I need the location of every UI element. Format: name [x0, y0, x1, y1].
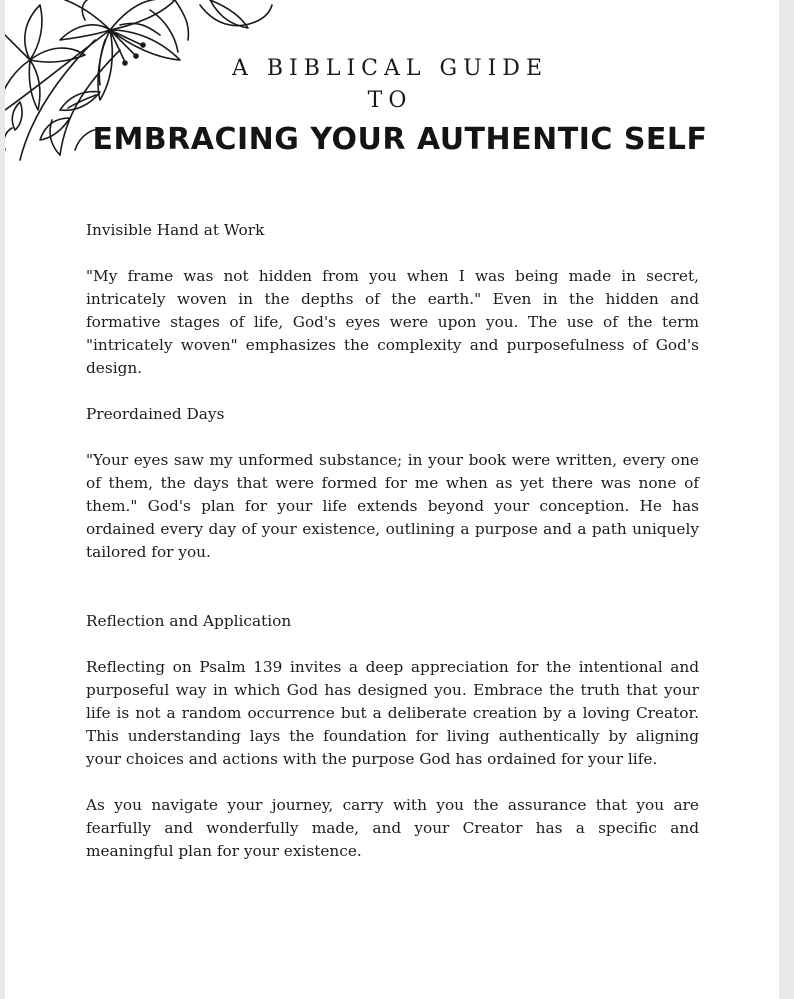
page-title: EMBRACING YOUR AUTHENTIC SELF [92, 122, 708, 157]
section-heading-invisible-hand: Invisible Hand at Work [86, 221, 265, 239]
section-heading-preordained-days: Preordained Days [86, 405, 225, 423]
section-paragraph-closing: As you navigate your journey, carry with you the assurance that you are fearfully and wonderfully made, and your Creator has a specific and meaningful plan for your existence. [86, 796, 699, 860]
section-heading-reflection: Reflection and Application [86, 612, 292, 630]
section-paragraph-reflection: Reflecting on Psalm 139 invites a deep appreciation for the intentional and purposeful way in which God has designed you. Embrace the truth that your life is not a random occurrence but a deliberate creation by a loving Creator. This understanding lays the foundation for living authentically by aligning your choices and actions with the purpose God has ordained for your life. [86, 658, 699, 768]
title-line-2: TO [367, 88, 413, 113]
document-page [5, 0, 779, 999]
title-line-1: A BIBLICAL GUIDE [231, 56, 549, 81]
document-body [86, 219, 699, 863]
section-paragraph-preordained-days: "Your eyes saw my unformed substance; in your book were written, every one of them, the days that were formed for me when as yet there was none of them." God's plan for your life extends beyond your conception. He has ordained every day of your existence, outlining a purpose and a path uniquely tailored for you. [86, 451, 699, 561]
section-paragraph-invisible-hand: "My frame was not hidden from you when I was being made in secret, intricately woven in the depths of the earth." Even in the hidden and formative stages of life, God's eyes were upon you. The use of the term "intricately woven" emphasizes the complexity and purposefulness of God's design. [86, 267, 699, 377]
